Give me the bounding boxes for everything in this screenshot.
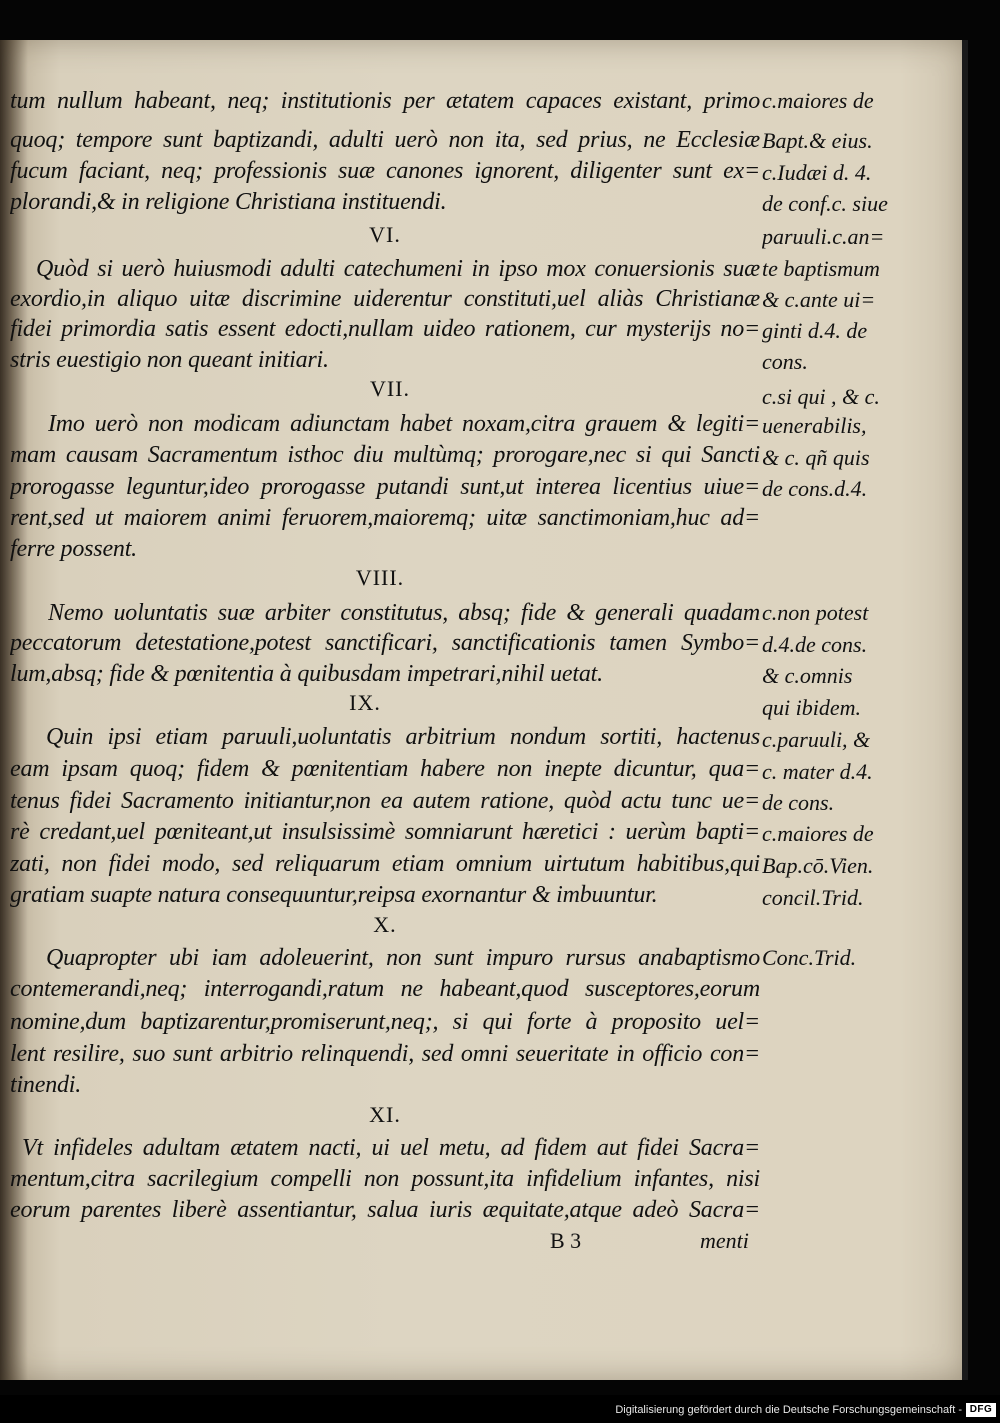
- body-line: eorum parentes liberè assentiantur, salua iuris æquitate,atque adeò Sacra=: [10, 1197, 760, 1223]
- section-heading-vii: VII.: [369, 376, 411, 401]
- body-line: Imo uerò non modicam adiunctam habet noxam,citra grauem & legiti=: [48, 411, 760, 437]
- margin-note: de cons.d.4.: [762, 476, 868, 501]
- section-heading-viii: VIII.: [355, 565, 405, 590]
- margin-note: c. mater d.4.: [762, 759, 873, 784]
- body-line: quoq; tempore sunt baptizandi, adulti uerò non ita, sed prius, ne Ecclesiæ: [10, 127, 760, 153]
- margin-note: c.maiores de: [762, 821, 874, 846]
- section-heading-x: X.: [373, 912, 397, 937]
- margin-note: de conf.c. siue: [762, 191, 888, 216]
- body-line: tum nullum habeant, neq; institutionis per ætatem capaces existant, primo: [10, 88, 760, 114]
- margin-note: cons.: [762, 349, 808, 374]
- body-line: mentum,citra sacrilegium compelli non possunt,ita infidelium infantes, nisi: [10, 1166, 760, 1192]
- margin-note: de cons.: [762, 790, 835, 815]
- dfg-logo: DFG: [966, 1403, 996, 1417]
- body-line: fucum faciant, neq; professionis suæ canones ignorent, diligenter sunt ex=: [10, 158, 760, 184]
- margin-note: & c. qñ quis: [762, 445, 870, 470]
- margin-note: & c.omnis: [762, 663, 853, 688]
- body-line: nomine,dum baptizarentur,promiserunt,neq;, si qui forte à proposito uel=: [10, 1009, 760, 1035]
- margin-note: c.maiores de: [762, 88, 874, 113]
- margin-note: d.4.de cons.: [762, 632, 868, 657]
- body-line: Quòd si uerò huiusmodi adulti catechumeni in ipso mox conuersionis suæ: [36, 256, 760, 282]
- body-line: eam ipsam quoq; fidem & pœnitentiam habere non inepte dicuntur, qua=: [10, 756, 760, 782]
- body-line: plorandi,& in religione Christiana instituendi.: [10, 189, 447, 215]
- footer-credit: Digitalisierung gefördert durch die Deutsche Forschungsgemeinschaft -: [615, 1404, 962, 1416]
- body-line: fidei primordia satis essent edocti,nullam uideo rationem, cur mysterijs no=: [10, 316, 760, 342]
- margin-note: concil.Trid.: [762, 885, 864, 910]
- body-line: stris euestigio non queant initiari.: [10, 347, 329, 373]
- margin-note: qui ibidem.: [762, 695, 861, 720]
- margin-note: ginti d.4. de: [762, 318, 868, 343]
- margin-note: uenerabilis,: [762, 413, 867, 438]
- margin-note: c.paruuli, &: [762, 727, 871, 752]
- body-line: exordio,in aliquo uitæ discrimine uiderentur constituti,uel aliàs Christianæ: [10, 286, 760, 312]
- margin-note: Bapt.& eius.: [762, 128, 873, 153]
- margin-note: Conc.Trid.: [762, 945, 857, 970]
- body-line: rent,sed ut maiorem animi feruorem,maioremq; uitæ sanctimoniam,huc ad=: [10, 505, 760, 531]
- body-line: lent resilire, suo sunt arbitrio relinquendi, sed omni seueritate in officio con=: [10, 1041, 760, 1067]
- body-line: lum,absq; fide & pœnitentia à quibusdam impetrari,nihil uetat.: [10, 661, 603, 687]
- page-edge: [962, 40, 968, 1380]
- section-heading-ix: IX.: [349, 690, 381, 715]
- margin-note: c.non potest: [762, 600, 869, 625]
- body-line: peccatorum detestatione,potest sanctificari, sanctificationis tamen Symbo=: [10, 630, 760, 656]
- margin-note: c.Iudæi d. 4.: [762, 160, 872, 185]
- margin-note: Bap.cō.Vien.: [762, 853, 874, 878]
- signature-mark: B 3: [550, 1228, 582, 1253]
- margin-note: & c.ante ui=: [762, 287, 876, 312]
- body-line: Quin ipsi etiam paruuli,uoluntatis arbitrium nondum sortiti, hactenus: [46, 724, 760, 750]
- body-line: rè credant,uel pœniteant,ut insulsissimè somniarunt hæretici : uerùm bapti=: [10, 819, 760, 845]
- body-line: contemerandi,neq; interrogandi,ratum ne habeant,quod susceptores,eorum: [10, 976, 760, 1002]
- body-line: Nemo uoluntatis suæ arbiter constitutus, absq; fide & generali quadam: [48, 600, 760, 626]
- section-heading-xi: XI.: [369, 1102, 401, 1127]
- body-line: prorogasse leguntur,ideo prorogasse putandi sunt,ut interea licentius uiue=: [10, 474, 760, 500]
- section-heading-vi: VI.: [369, 222, 401, 247]
- body-line: Quapropter ubi iam adoleuerint, non sunt impuro rursus anabaptismo: [46, 945, 760, 971]
- body-line: zati, non fidei modo, sed reliquarum etiam omnium uirtutum habitibus,qui: [10, 851, 760, 877]
- margin-note: c.si qui , & c.: [762, 384, 880, 409]
- body-line: mam causam Sacramentum isthoc diu multùmq; prorogare,nec si qui Sancti: [10, 442, 760, 468]
- margin-note: paruuli.c.an=: [762, 224, 885, 249]
- margin-note: te baptismum: [762, 256, 880, 281]
- body-line: tenus fidei Sacramento initiantur,non ea autem ratione, quòd actu tunc ue=: [10, 788, 760, 814]
- body-line: Vt infideles adultam ætatem nacti, ui uel metu, ad fidem aut fidei Sacra=: [22, 1135, 760, 1161]
- body-line: ferre possent.: [10, 536, 137, 562]
- body-line: tinendi.: [10, 1072, 82, 1098]
- catchword: menti: [700, 1228, 749, 1253]
- body-line: gratiam suapte natura consequuntur,reipsa exornantur & imbuuntur.: [10, 882, 658, 908]
